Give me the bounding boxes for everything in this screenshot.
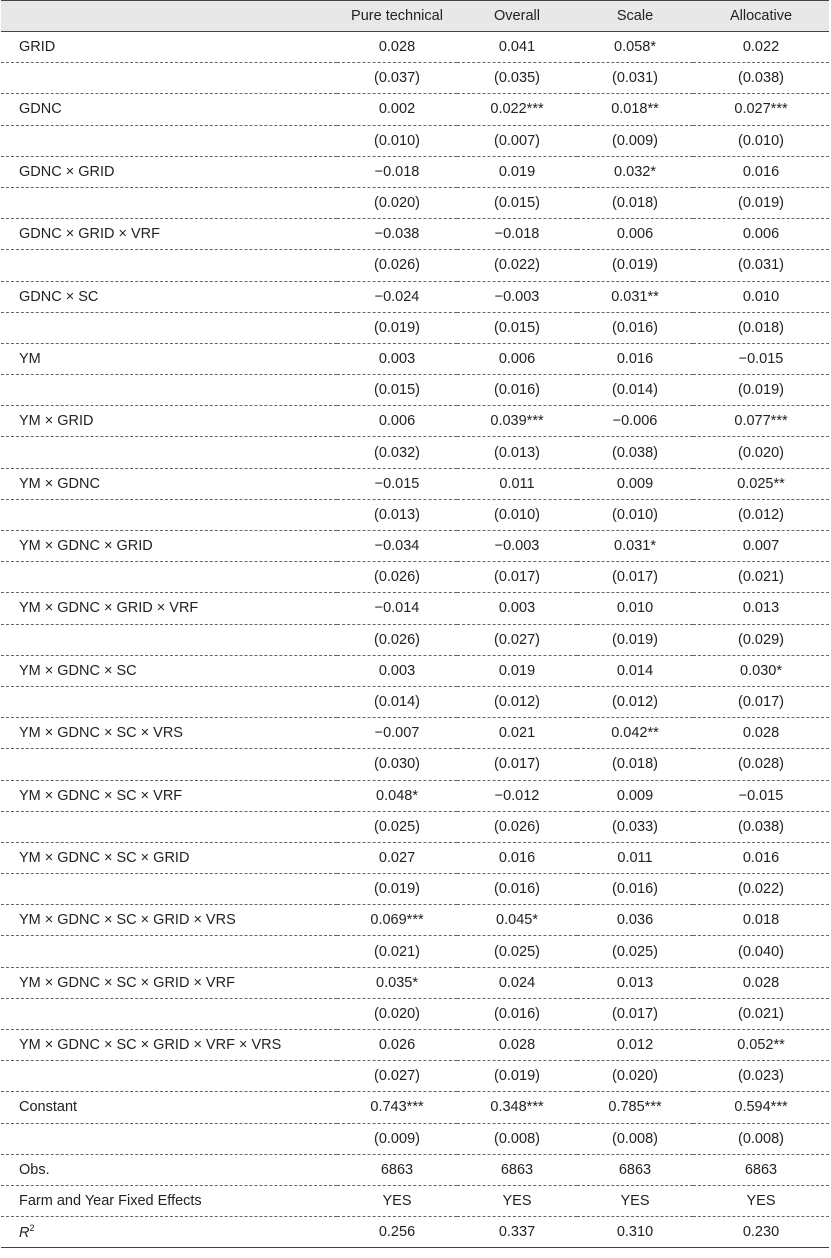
- row-label-empty: [1, 998, 337, 1029]
- standard-error-cell: (0.022): [693, 874, 829, 905]
- standard-error-cell: (0.025): [457, 936, 577, 967]
- standard-error-cell: (0.040): [693, 936, 829, 967]
- standard-error-cell: (0.016): [577, 312, 693, 343]
- footer-value-cell: 6863: [577, 1154, 693, 1185]
- row-label-empty: [1, 63, 337, 94]
- coefficient-cell: 0.007: [693, 531, 829, 562]
- standard-error-cell: (0.020): [693, 437, 829, 468]
- standard-error-cell: (0.015): [457, 187, 577, 218]
- coefficient-row: [1, 905, 829, 936]
- coefficient-cell: 0.042**: [577, 718, 693, 749]
- standard-error-cell: (0.033): [577, 811, 693, 842]
- coefficient-cell: 0.039***: [457, 406, 577, 437]
- footer-label: [1, 1154, 337, 1185]
- coefficient-row: [1, 156, 829, 187]
- standard-error-cell: (0.010): [577, 499, 693, 530]
- coefficient-row: [1, 468, 829, 499]
- standard-error-cell: (0.020): [337, 998, 457, 1029]
- standard-error-row: [1, 250, 829, 281]
- standard-error-cell: (0.038): [693, 811, 829, 842]
- standard-error-cell: (0.013): [457, 437, 577, 468]
- row-label: GRID: [19, 39, 56, 56]
- standard-error-cell: (0.019): [577, 250, 693, 281]
- coefficient-cell: −0.006: [577, 406, 693, 437]
- coefficient-row: [1, 32, 829, 63]
- standard-error-cell: (0.007): [457, 125, 577, 156]
- row-label-empty: [1, 686, 337, 717]
- standard-error-cell: (0.038): [577, 437, 693, 468]
- standard-error-cell: (0.009): [337, 1123, 457, 1154]
- coefficient-cell: 0.016: [577, 343, 693, 374]
- coefficient-cell: 0.016: [693, 156, 829, 187]
- standard-error-cell: (0.017): [693, 686, 829, 717]
- standard-error-cell: (0.037): [337, 63, 457, 94]
- row-label: YM × GDNC × SC: [1, 655, 337, 686]
- coefficient-cell: 0.027: [337, 842, 457, 873]
- header-variable: [1, 1, 337, 32]
- standard-error-cell: (0.012): [457, 686, 577, 717]
- standard-error-cell: (0.025): [337, 811, 457, 842]
- footer-label-text: Obs.: [19, 1161, 50, 1178]
- header-allocative: Allocative: [693, 1, 829, 32]
- coefficient-cell: 0.003: [337, 655, 457, 686]
- row-label: YM × GDNC × SC × GRID × VRF: [1, 967, 337, 998]
- standard-error-cell: (0.008): [693, 1123, 829, 1154]
- standard-error-cell: (0.019): [337, 312, 457, 343]
- row-label: GDNC: [1, 94, 337, 125]
- standard-error-row: [1, 125, 829, 156]
- standard-error-row: [1, 936, 829, 967]
- standard-error-cell: (0.031): [577, 63, 693, 94]
- standard-error-row: [1, 375, 829, 406]
- standard-error-cell: (0.017): [457, 562, 577, 593]
- coefficient-cell: −0.034: [337, 531, 457, 562]
- coefficient-cell: 0.012: [577, 1030, 693, 1061]
- coefficient-cell: 0.014: [577, 655, 693, 686]
- coefficient-cell: 0.010: [693, 281, 829, 312]
- coefficient-cell: −0.038: [337, 219, 457, 250]
- coefficient-cell: 0.013: [693, 593, 829, 624]
- coefficient-cell: −0.015: [693, 780, 829, 811]
- standard-error-row: [1, 749, 829, 780]
- standard-error-cell: (0.012): [693, 499, 829, 530]
- coefficient-cell: 0.018**: [577, 94, 693, 125]
- standard-error-cell: (0.022): [457, 250, 577, 281]
- coefficient-cell: 0.003: [337, 343, 457, 374]
- row-label-empty: [1, 874, 337, 905]
- coefficient-cell: 0.077***: [693, 406, 829, 437]
- footer-row: [1, 1217, 829, 1248]
- coefficient-cell: 0.031**: [577, 281, 693, 312]
- coefficient-cell: 0.348***: [457, 1092, 577, 1123]
- row-label: YM × GDNC × GRID × VRF: [1, 593, 337, 624]
- standard-error-cell: (0.008): [457, 1123, 577, 1154]
- standard-error-cell: (0.014): [577, 375, 693, 406]
- standard-error-cell: (0.025): [577, 936, 693, 967]
- footer-row: [1, 1185, 829, 1216]
- standard-error-cell: (0.029): [693, 624, 829, 655]
- coefficient-cell: −0.003: [457, 281, 577, 312]
- standard-error-cell: (0.010): [693, 125, 829, 156]
- row-label: YM × GDNC × SC × GRID × VRS: [1, 905, 337, 936]
- footer-value-cell: 6863: [337, 1154, 457, 1185]
- standard-error-row: [1, 874, 829, 905]
- standard-error-cell: (0.019): [337, 874, 457, 905]
- standard-error-cell: (0.020): [337, 187, 457, 218]
- standard-error-row: [1, 437, 829, 468]
- coefficient-row: [1, 780, 829, 811]
- standard-error-cell: (0.017): [457, 749, 577, 780]
- row-label-empty: [1, 811, 337, 842]
- footer-value-cell: YES: [457, 1185, 577, 1216]
- standard-error-cell: (0.030): [337, 749, 457, 780]
- coefficient-cell: 0.021: [457, 718, 577, 749]
- coefficient-cell: 0.743***: [337, 1092, 457, 1123]
- standard-error-cell: (0.010): [457, 499, 577, 530]
- row-label: YM × GDNC × SC × VRS: [1, 718, 337, 749]
- header-pure-technical: Pure technical: [337, 1, 457, 32]
- standard-error-row: [1, 1123, 829, 1154]
- row-label: YM × GDNC × SC × VRF: [1, 780, 337, 811]
- coefficient-cell: 0.016: [693, 842, 829, 873]
- table-header: [1, 1, 829, 32]
- standard-error-cell: (0.026): [337, 250, 457, 281]
- standard-error-cell: (0.019): [457, 1061, 577, 1092]
- standard-error-cell: (0.018): [577, 749, 693, 780]
- row-label: YM × GDNC: [1, 468, 337, 499]
- coefficient-row: [1, 406, 829, 437]
- row-label: YM: [1, 343, 337, 374]
- standard-error-cell: (0.026): [457, 811, 577, 842]
- standard-error-cell: (0.016): [457, 375, 577, 406]
- coefficient-cell: 0.032*: [577, 156, 693, 187]
- coefficient-cell: −0.012: [457, 780, 577, 811]
- standard-error-cell: (0.026): [337, 562, 457, 593]
- standard-error-row: [1, 998, 829, 1029]
- standard-error-cell: (0.038): [693, 63, 829, 94]
- standard-error-cell: (0.016): [457, 874, 577, 905]
- row-label-empty: [1, 125, 337, 156]
- coefficient-row: [1, 219, 829, 250]
- row-label: GDNC × GRID: [1, 156, 337, 187]
- standard-error-cell: (0.017): [577, 562, 693, 593]
- footer-label-superscript: 2: [29, 1223, 35, 1234]
- standard-error-cell: (0.014): [337, 686, 457, 717]
- coefficient-row: [1, 94, 829, 125]
- coefficient-cell: 0.010: [577, 593, 693, 624]
- standard-error-cell: (0.013): [337, 499, 457, 530]
- coefficient-cell: 0.019: [457, 655, 577, 686]
- footer-value-cell: 6863: [693, 1154, 829, 1185]
- footer-value-cell: 0.256: [337, 1217, 457, 1248]
- row-label-empty: [1, 312, 337, 343]
- coefficient-cell: 0.018: [693, 905, 829, 936]
- row-label-empty: [1, 499, 337, 530]
- coefficient-cell: 0.785***: [577, 1092, 693, 1123]
- row-label: GDNC × SC: [1, 281, 337, 312]
- standard-error-cell: (0.019): [693, 187, 829, 218]
- coefficient-cell: −0.018: [337, 156, 457, 187]
- standard-error-row: [1, 811, 829, 842]
- coefficient-cell: 0.058*: [614, 39, 656, 56]
- footer-value-cell: 0.337: [457, 1217, 577, 1248]
- coefficient-cell: 0.024: [457, 967, 577, 998]
- coefficient-cell: 0.006: [337, 406, 457, 437]
- standard-error-cell: (0.021): [693, 998, 829, 1029]
- row-label-empty: [1, 624, 337, 655]
- row-label: YM × GRID: [1, 406, 337, 437]
- standard-error-cell: (0.017): [577, 998, 693, 1029]
- coefficient-cell: 0.031*: [577, 531, 693, 562]
- coefficient-cell: −0.015: [337, 468, 457, 499]
- coefficient-row: [1, 1092, 829, 1123]
- coefficient-cell: 0.030*: [693, 655, 829, 686]
- coefficient-row: [1, 655, 829, 686]
- row-label-empty: [1, 187, 337, 218]
- coefficient-cell: 0.036: [577, 905, 693, 936]
- footer-value-cell: 0.310: [577, 1217, 693, 1248]
- standard-error-row: [1, 187, 829, 218]
- coefficient-row: [1, 718, 829, 749]
- coefficient-cell: −0.014: [337, 593, 457, 624]
- row-label: GDNC × GRID × VRF: [1, 219, 337, 250]
- standard-error-cell: (0.018): [693, 312, 829, 343]
- standard-error-cell: (0.010): [337, 125, 457, 156]
- standard-error-cell: (0.031): [693, 250, 829, 281]
- coefficient-cell: 0.006: [577, 219, 693, 250]
- regression-table: [1, 0, 829, 1248]
- standard-error-cell: (0.021): [693, 562, 829, 593]
- standard-error-row: [1, 499, 829, 530]
- coefficient-cell: 0.003: [457, 593, 577, 624]
- standard-error-cell: (0.021): [337, 936, 457, 967]
- row-label: YM × GDNC × SC × GRID: [1, 842, 337, 873]
- row-label-empty: [1, 1123, 337, 1154]
- footer-value-cell: 0.230: [693, 1217, 829, 1248]
- coefficient-row: [1, 842, 829, 873]
- standard-error-cell: (0.012): [577, 686, 693, 717]
- row-label: YM × GDNC × GRID: [1, 531, 337, 562]
- coefficient-cell: 0.025**: [693, 468, 829, 499]
- coefficient-cell: −0.024: [337, 281, 457, 312]
- standard-error-row: [1, 562, 829, 593]
- row-label: YM × GDNC × SC × GRID × VRF × VRS: [1, 1030, 337, 1061]
- coefficient-cell: 0.041: [498, 39, 536, 56]
- coefficient-cell: 0.027***: [693, 94, 829, 125]
- row-label-empty: [1, 749, 337, 780]
- coefficient-cell: 0.022***: [457, 94, 577, 125]
- coefficient-cell: −0.015: [693, 343, 829, 374]
- coefficient-cell: 0.028: [378, 39, 416, 56]
- coefficient-cell: −0.003: [457, 531, 577, 562]
- coefficient-cell: 0.011: [457, 468, 577, 499]
- footer-value-cell: YES: [693, 1185, 829, 1216]
- row-label-empty: [1, 250, 337, 281]
- coefficient-row: [1, 1030, 829, 1061]
- coefficient-row: [1, 281, 829, 312]
- footer-label: [1, 1217, 337, 1248]
- coefficient-cell: 0.016: [457, 842, 577, 873]
- standard-error-cell: (0.027): [337, 1061, 457, 1092]
- footer-row: [1, 1154, 829, 1185]
- coefficient-cell: 0.019: [457, 156, 577, 187]
- standard-error-cell: (0.008): [577, 1123, 693, 1154]
- coefficient-cell: 0.022: [742, 39, 780, 56]
- coefficient-cell: 0.594***: [693, 1092, 829, 1123]
- footer-label: [1, 1185, 337, 1216]
- coefficient-cell: 0.002: [337, 94, 457, 125]
- coefficient-cell: 0.006: [457, 343, 577, 374]
- coefficient-cell: 0.028: [457, 1030, 577, 1061]
- standard-error-row: [1, 624, 829, 655]
- standard-error-cell: (0.015): [337, 375, 457, 406]
- standard-error-row: [1, 686, 829, 717]
- standard-error-cell: (0.009): [577, 125, 693, 156]
- row-label-empty: [1, 1061, 337, 1092]
- table-body: [1, 32, 829, 1248]
- standard-error-row: [1, 312, 829, 343]
- coefficient-cell: 0.028: [693, 967, 829, 998]
- standard-error-cell: (0.035): [457, 63, 577, 94]
- coefficient-cell: 0.052**: [693, 1030, 829, 1061]
- row-label: Constant: [1, 1092, 337, 1123]
- header-scale: Scale: [577, 1, 693, 32]
- standard-error-cell: (0.015): [457, 312, 577, 343]
- row-label-empty: [1, 562, 337, 593]
- footer-value-cell: YES: [337, 1185, 457, 1216]
- standard-error-cell: (0.027): [457, 624, 577, 655]
- coefficient-cell: 0.009: [577, 468, 693, 499]
- standard-error-cell: (0.016): [577, 874, 693, 905]
- row-label-empty: [1, 375, 337, 406]
- footer-label-text: R: [19, 1225, 30, 1242]
- coefficient-cell: −0.007: [337, 718, 457, 749]
- footer-value-cell: 6863: [457, 1154, 577, 1185]
- coefficient-row: [1, 531, 829, 562]
- coefficient-cell: 0.013: [577, 967, 693, 998]
- coefficient-row: [1, 967, 829, 998]
- coefficient-row: [1, 593, 829, 624]
- coefficient-row: [1, 343, 829, 374]
- coefficient-cell: −0.018: [457, 219, 577, 250]
- row-label-empty: [1, 936, 337, 967]
- standard-error-cell: (0.020): [577, 1061, 693, 1092]
- standard-error-cell: (0.026): [337, 624, 457, 655]
- coefficient-cell: 0.048*: [337, 780, 457, 811]
- standard-error-cell: (0.018): [577, 187, 693, 218]
- coefficient-cell: 0.011: [577, 842, 693, 873]
- standard-error-cell: (0.032): [337, 437, 457, 468]
- coefficient-cell: 0.035*: [337, 967, 457, 998]
- coefficient-cell: 0.028: [693, 718, 829, 749]
- standard-error-cell: (0.019): [693, 375, 829, 406]
- standard-error-cell: (0.016): [457, 998, 577, 1029]
- coefficient-cell: 0.045*: [457, 905, 577, 936]
- standard-error-cell: (0.028): [693, 749, 829, 780]
- coefficient-cell: 0.006: [693, 219, 829, 250]
- standard-error-cell: (0.023): [693, 1061, 829, 1092]
- standard-error-cell: (0.019): [577, 624, 693, 655]
- row-label-empty: [1, 437, 337, 468]
- standard-error-row: [1, 1061, 829, 1092]
- footer-value-cell: YES: [577, 1185, 693, 1216]
- coefficient-cell: 0.069***: [337, 905, 457, 936]
- header-overall: Overall: [457, 1, 577, 32]
- coefficient-cell: 0.009: [577, 780, 693, 811]
- standard-error-row: [1, 63, 829, 94]
- footer-label-text: Farm and Year Fixed Effects: [19, 1193, 202, 1210]
- coefficient-cell: 0.026: [337, 1030, 457, 1061]
- header-row: [1, 1, 829, 32]
